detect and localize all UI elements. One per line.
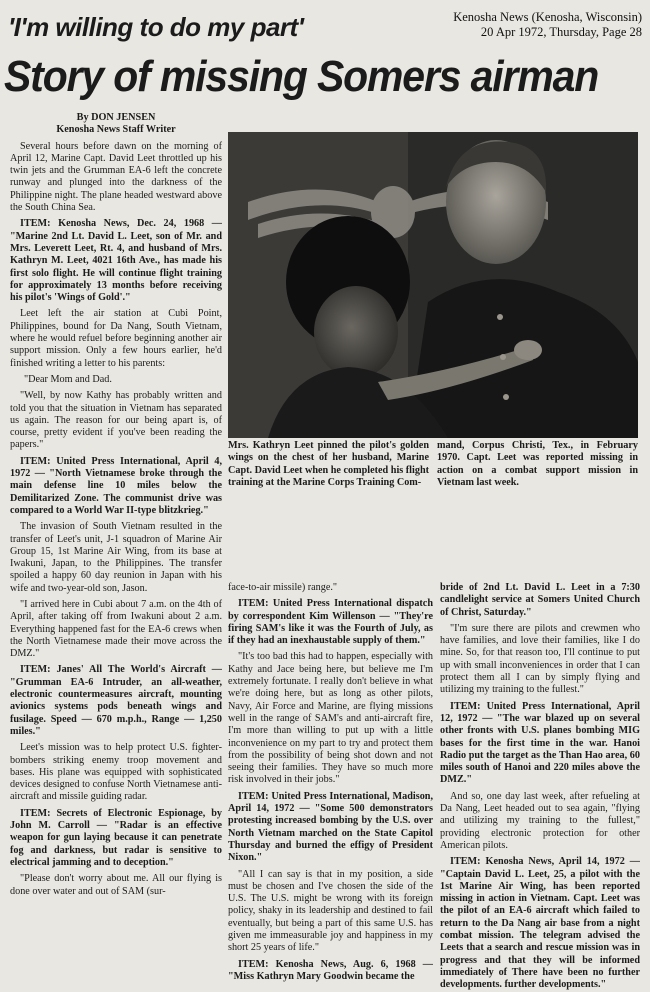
article-photo <box>228 132 638 438</box>
source-publication: Kenosha News (Kenosha, Wisconsin) <box>453 10 642 24</box>
article-column-1 <box>10 112 222 940</box>
paragraph: face-to-air missile) range." <box>228 582 338 593</box>
item-paragraph: ITEM: Kenosha News, Aug. 6, 1968 — "Miss Kathryn Mary Goodwin became the <box>228 958 433 982</box>
item-paragraph: ITEM: Kenosha News, Dec. 24, 1968 — "Marine 2nd Lt. David L. Leet, son of Mr. and Mrs. Leverett Leet, Rt. 4, and husband of Mrs. Kathryn M. Leet, 4021 16th Ave., has made his first solo flight. He will continue flight training for approximately 13 months before receiving his pilot's 'Wings of Gold'." <box>10 218 222 304</box>
paragraph: "I arrived here in Cubi about 7 a.m. on the 4th of April, after taking off from Iwakuni about 2 a.m. Everything happened fast for the EA-6 crews when the North Vietnamese made their move across the DMZ." <box>10 598 222 660</box>
kicker-headline: 'I'm willing to do my part' <box>8 12 304 42</box>
article-column-3 <box>440 582 640 991</box>
byline-staff: Kenosha News Staff Writer <box>56 124 176 136</box>
paragraph: Leet's mission was to help protect U.S. fighter-bombers striking enemy troop movement and bases. His plane was equipped with sophisticated devices designed to confuse North Vietnamese anti-aircraft and missile guiding radar. <box>10 742 222 803</box>
main-headline: Story of missing Somers airman <box>4 52 599 101</box>
caption-part-2: mand, Corpus Christi, Tex., in February 1970. Capt. Leet was reported missing in action on a combat support mission in Vietnam last week. <box>437 440 638 488</box>
item-paragraph: ITEM: United Press International, April 12, 1972 — "The war blazed up on several other fronts with U.S. planes bombing MIG bases for the first time in the war. Hanoi Radio put the target as the Than Hao area, 60 miles south of Hanoi and 220 miles above the DMZ." <box>440 700 640 786</box>
photo-caption <box>228 440 638 489</box>
source-citation <box>427 10 642 40</box>
source-date-page: 20 Apr 1972, Thursday, Page 28 <box>480 25 642 39</box>
paragraph: "I'm sure there are pilots and crewmen who have families, and love their families, like I do mine. So, for that reason too, I'll continue to put up with small inconveniences in order that I can protect them all I can by simply flying and utilizing my training to the fullest." <box>440 622 640 696</box>
photo-illustration <box>228 132 638 438</box>
article-column-2 <box>228 582 433 982</box>
item-paragraph: ITEM: Secrets of Electronic Espionage, by John M. Carroll — "Radar is an effective weapon for gun laying because it can penetrate fog and darkness, but radar is sensitive to electrical jamming and to deception." <box>10 807 222 868</box>
item-paragraph: ITEM: United Press International, Madison, April 14, 1972 — "Some 500 demonstrators protesting increased bombing by the U.S. over North Vietnam marched on the State Capitol Thursday and burned the effigy of President Nixon." <box>228 790 433 864</box>
item-paragraph: ITEM: United Press International dispatch by correspondent Kim Willenson — "They're firing SAM's like it was the Fourth of July, as if they had an inexhaustable supply of them." <box>228 598 433 647</box>
paragraph: "It's too bad this had to happen, especially with Kathy and Jace being here, but believe me I'm extremely fortunate. I really don't believe in what we're doing here, but as long as other pilots, Navy, Air Force and Marine, are flying missions well in the range of SAM's and anti-aircraft fire, I'm more than willing to put up with a little inconvenience on my part to try and protect them from the possibility of being shot down and not seeing their families. They have so much more risk involved in their jobs." <box>228 651 433 786</box>
caption-part-1: Mrs. Kathryn Leet pinned the pilot's golden wings on the chest of her husband, Marine Capt. David Leet when he completed his flight training at the Marine Corps Training Com- <box>228 440 429 488</box>
item-paragraph: bride of 2nd Lt. David L. Leet in a 7:30 candlelight service at Somers United Church of Christ, Saturday." <box>440 582 640 618</box>
item-paragraph: ITEM: Kenosha News, April 14, 1972 — "Captain David L. Leet, 25, a pilot with the 1st Marine Air Wing, has been reported missing in action in Vietnam. Capt. Leet was the pilot of an EA-6 aircraft which failed to return to the Da Nang air base from a night combat mission. The telegram advised the Leets that a search and rescue mission was in progress and that they will be informed immediately of There have been no further developments. further developments." <box>440 856 640 991</box>
paragraph: And so, one day last week, after refueling at Da Nang, Leet headed out to sea again, "flying and utilizing my training to the fullest," providing electronic protection for other American pilots. <box>440 790 640 851</box>
paragraph: "All I can say is that in my position, a side must be chosen and I've chosen the side of the U.S. The U.S. might be wrong with its foreign policy, shaky in its leadership and destined to fail eventually, but being a part of this same U.S. has given me immeasurable joy and happiness in my short 25 years of life." <box>228 868 433 954</box>
paragraph: The invasion of South Vietnam resulted in the transfer of Leet's unit, J-1 squadron of Marine Air Group 15, 1st Marine Air Wing, from its base at Iwakuni, Japan, to the Philippines. The transfer spoiled a happy 60 day reunion in Japan with his wife and two-year-old son, Jason. <box>10 521 222 594</box>
byline-author: By DON JENSEN <box>76 112 156 123</box>
paragraph: Leet left the air station at Cubi Point, Philippines, bound for Da Nang, South Vietnam, where he would refuel before beginning another air support mission. Only a few hours earlier, he'd finished writing a letter to his parents: <box>10 308 222 369</box>
item-paragraph: ITEM: United Press International, April 4, 1972 — "North Vietnamese broke through the main defense line 10 miles below the Demilitarized Zone. The communist drive was compared to a World War II-type blitzkrieg." <box>10 455 222 516</box>
item-paragraph: ITEM: Janes' All The World's Aircraft — "Grumman EA-6 Intruder, an all-weather, electronic countermeasures aircraft, mounting avionics systems pods beneath wings and fusilage. Speed — 670 m.p.h., Range — 1,250 miles." <box>10 664 222 737</box>
paragraph: "Well, by now Kathy has probably written and told you that the situation in Vietnam has separated us again. The reason for our being apart is, of course, pretty evident if you've been reading the papers." <box>10 390 222 451</box>
paragraph: "Please don't worry about me. All our flying is done over water and out of SAM (sur- <box>10 873 222 897</box>
paragraph: Several hours before dawn on the morning of April 12, Marine Capt. David Leet throttled up his twin jets and the Grumman EA-6 left the concrete runway and plunged into the darkness of the Philippine night. The plane headed westward above the South China Sea. <box>10 140 222 214</box>
letter-greeting: "Dear Mom and Dad. <box>24 373 112 385</box>
